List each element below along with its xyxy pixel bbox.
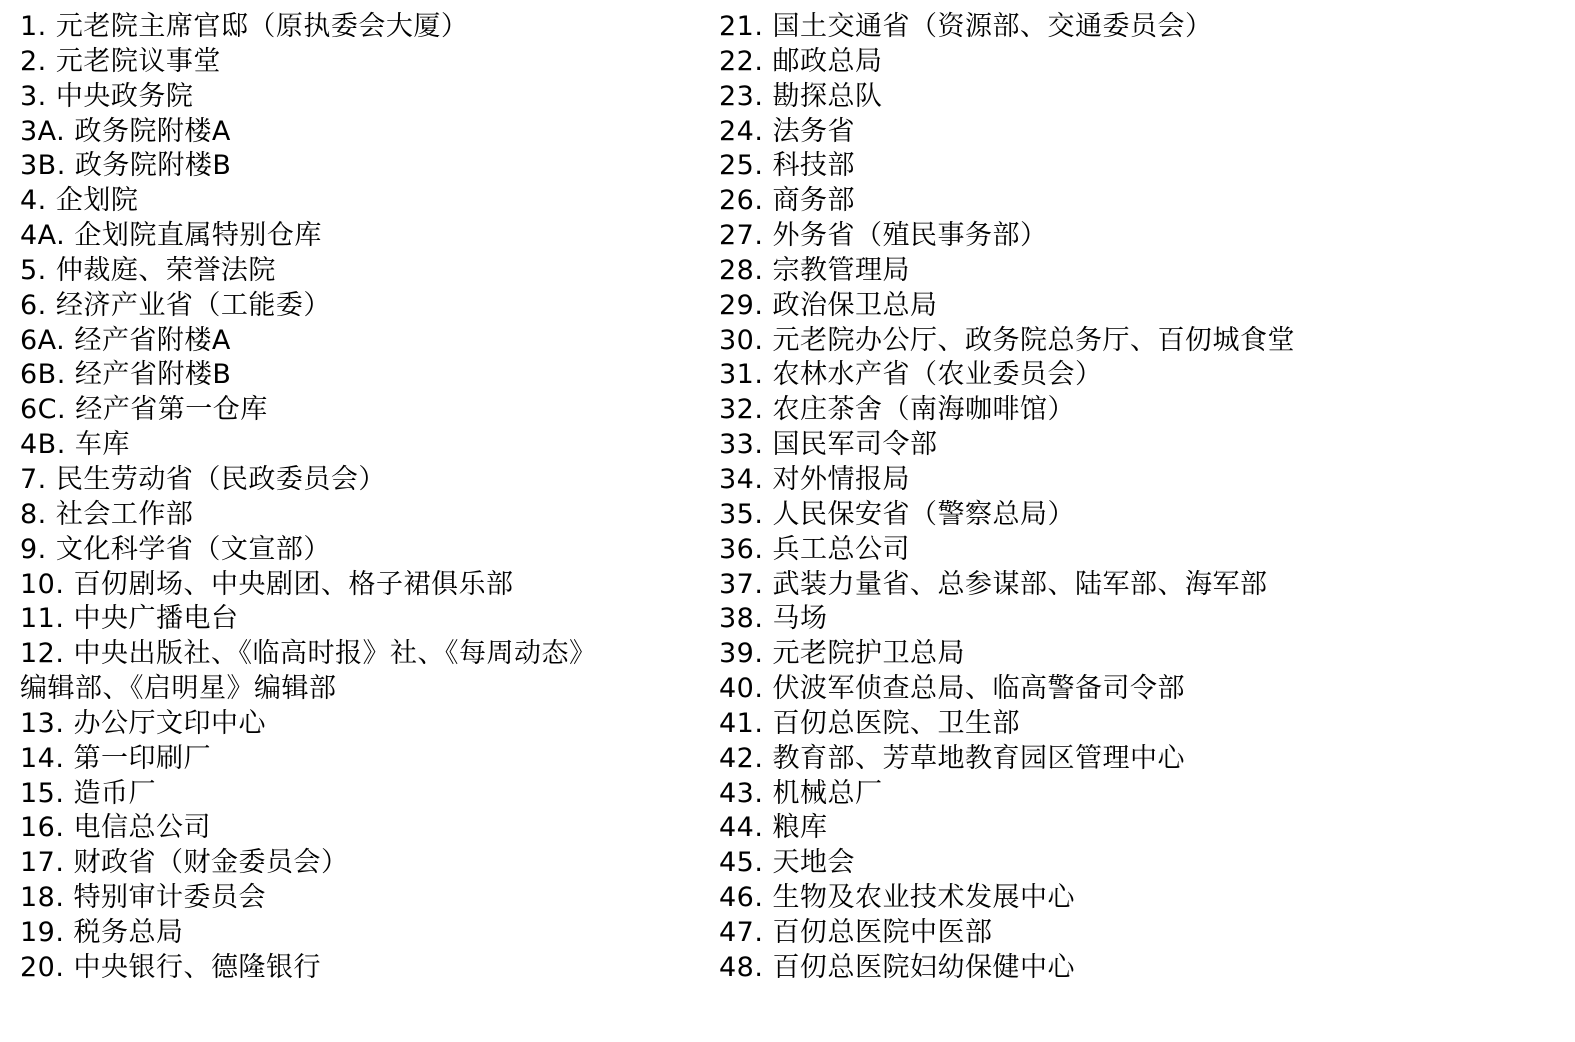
list-item: 8. 社会工作部 <box>20 498 194 530</box>
list-item: 16. 电信总公司 <box>20 812 212 844</box>
list-item: 21. 国土交通省（资源部、交通委员会） <box>719 11 1213 42</box>
list-item: 14. 第一印刷厂 <box>20 742 212 774</box>
list-item: 5. 仲裁庭、荣誉法院 <box>20 254 276 286</box>
list-item: 39. 元老院护卫总局 <box>719 638 966 670</box>
list-item: 47. 百仞总医院中医部 <box>719 916 993 948</box>
list-item: 30. 元老院办公厅、政务院总务厅、百仞城食堂 <box>719 324 1296 356</box>
list-item: 11. 中央广播电台 <box>20 603 239 635</box>
list-item: 40. 伏波军侦查总局、临高警备司令部 <box>719 673 1186 705</box>
list-item: 36. 兵工总公司 <box>719 533 911 565</box>
list-item: 43. 机械总厂 <box>719 777 883 809</box>
left-column-list <box>20 10 680 986</box>
list-item: 25. 科技部 <box>719 150 856 182</box>
list-item: 45. 天地会 <box>719 847 856 879</box>
list-item: 31. 农林水产省（农业委员会） <box>719 359 1103 391</box>
list-item: 42. 教育部、芳草地教育园区管理中心 <box>719 742 1186 774</box>
list-item-continuation: 编辑部、《启明星》编辑部 <box>20 673 337 705</box>
right-column-list <box>719 10 1559 986</box>
list-item: 37. 武装力量省、总参谋部、陆军部、海军部 <box>719 568 1268 600</box>
list-item: 33. 国民军司令部 <box>719 429 938 461</box>
list-item: 48. 百仞总医院妇幼保健中心 <box>719 951 1076 983</box>
list-item: 27. 外务省（殖民事务部） <box>719 220 1048 252</box>
list-item: 3A. 政务院附楼A <box>20 115 231 147</box>
list-item: 29. 政治保卫总局 <box>719 289 938 321</box>
list-item: 23. 勘探总队 <box>719 80 883 112</box>
list-item: 22. 邮政总局 <box>719 45 883 77</box>
list-item: 6B. 经产省附楼B <box>20 359 232 391</box>
list-item: 38. 马场 <box>719 603 828 635</box>
list-item: 6. 经济产业省（工能委） <box>20 289 331 321</box>
list-item: 26. 商务部 <box>719 185 856 217</box>
list-item: 13. 办公厅文印中心 <box>20 707 267 739</box>
list-item: 6A. 经产省附楼A <box>20 324 231 356</box>
list-item: 4A. 企划院直属特别仓库 <box>20 220 322 252</box>
list-item: 28. 宗教管理局 <box>719 254 911 286</box>
list-item: 15. 造币厂 <box>20 777 157 809</box>
list-item: 32. 农庄茶舍（南海咖啡馆） <box>719 394 1076 426</box>
list-item: 6C. 经产省第一仓库 <box>20 394 268 426</box>
list-item: 4B. 车库 <box>20 429 130 461</box>
list-item: 10. 百仞剧场、中央剧团、格子裙俱乐部 <box>20 568 514 600</box>
list-item: 1. 元老院主席官邸（原执委会大厦） <box>20 11 469 42</box>
list-item: 35. 人民保安省（警察总局） <box>719 498 1076 530</box>
list-item: 4. 企划院 <box>20 185 139 217</box>
list-item: 9. 文化科学省（文宣部） <box>20 533 331 565</box>
list-item: 17. 财政省（财金委员会） <box>20 847 349 879</box>
list-item: 19. 税务总局 <box>20 916 184 948</box>
list-item: 34. 对外情报局 <box>719 463 911 495</box>
list-item: 7. 民生劳动省（民政委员会） <box>20 463 386 495</box>
list-item: 3. 中央政务院 <box>20 80 194 112</box>
list-item: 3B. 政务院附楼B <box>20 150 232 182</box>
list-item: 46. 生物及农业技术发展中心 <box>719 882 1076 914</box>
list-item: 2. 元老院议事堂 <box>20 45 221 77</box>
list-item: 20. 中央银行、德隆银行 <box>20 951 322 983</box>
list-item: 41. 百仞总医院、卫生部 <box>719 707 1021 739</box>
list-item: 12. 中央出版社、《临高时报》社、《每周动态》 <box>20 638 597 670</box>
list-item: 24. 法务省 <box>719 115 856 147</box>
list-item: 18. 特别审计委员会 <box>20 882 267 914</box>
list-item: 44. 粮库 <box>719 812 828 844</box>
